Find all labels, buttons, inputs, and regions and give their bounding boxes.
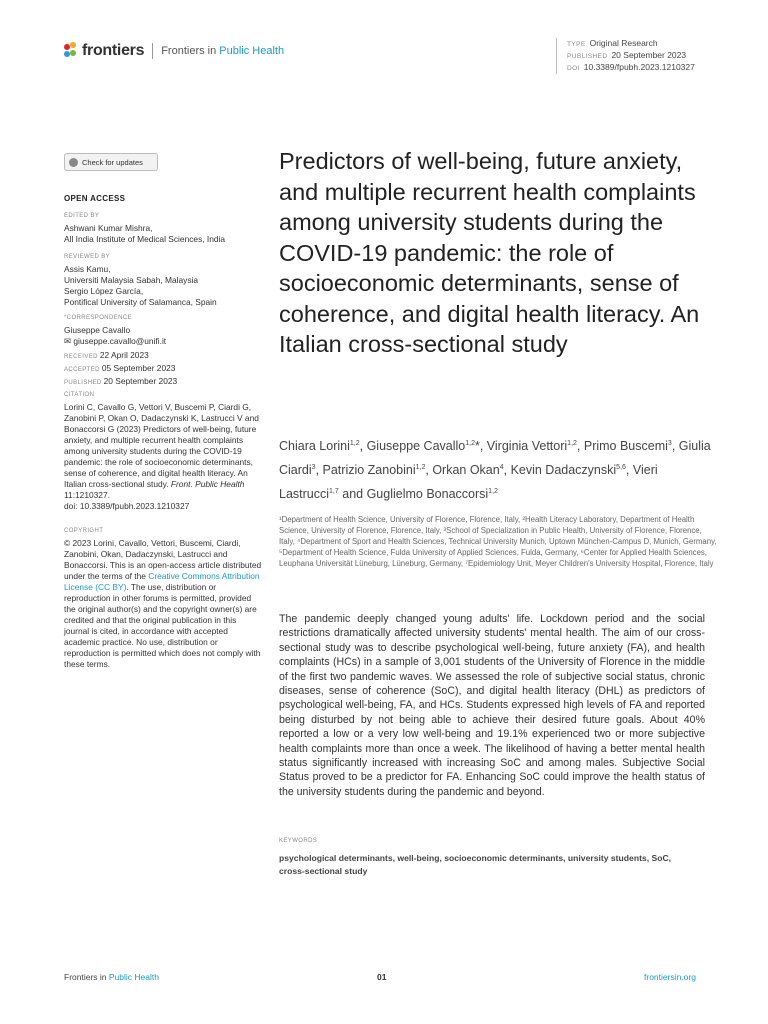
cc-by-license-link[interactable]: Creative Commons Attribution License (CC BY) [64, 571, 260, 592]
published-date: 20 September 2023 [611, 50, 687, 60]
dates: RECEIVED 22 April 2023 ACCEPTED 05 September 2023 PUBLISHED 20 September 2023 [64, 350, 178, 386]
author-list: Chiara Lorini$^{1,2}$, Giuseppe Cavallo$^{1,2}$*, Virginia Vettori$^{1,2}$, Primo Buscemi$^3$, Giulia Ciardi$^3$, Patrizio Zanobini$^{1,2}$, Orkan Okan$^4$, Kevin Dadaczynski$^{5,6}$, Vieri Lastrucci$^{1,7}$ and Guglielmo Bonaccorsi$^{1,2}$ [279, 439, 711, 502]
check-for-updates-button[interactable]: Check for updates [64, 153, 158, 171]
update-icon [69, 158, 78, 167]
author-name[interactable]: Giuseppe Cavallo$^{1,2}$* [366, 439, 480, 454]
article-title: Predictors of well-being, future anxiety, and multiple recurrent health complaints among university students during the COVID-19 pandemic: the role of socioeconomic determinants, sense of coherence, and digital health literacy. An Italian cross-sectional study [279, 148, 700, 357]
keywords: psychological determinants, well-being, socioeconomic determinants, university students, SoC, cross-sectional study [279, 853, 672, 876]
journal-header [64, 42, 284, 60]
author-name[interactable]: Orkan Okan$^4$ [432, 463, 504, 478]
frontiers-logo-icon [64, 42, 78, 60]
author-name[interactable]: Guglielmo Bonaccorsi$^{1,2}$ [366, 487, 498, 502]
doi-link[interactable]: 10.3389/fpubh.2023.1210327 [583, 62, 695, 72]
journal-name[interactable]: Frontiers in Public Health [161, 45, 285, 57]
copyright: COPYRIGHT © 2023 Lorini, Cavallo, Vettori, Buscemi, Ciardi, Zanobini, Okan, Dadaczynski, Lastrucci and Bonaccorsi. This is an open-access article distributed under the terms of the Creative Commons Attribution License (CC BY). The use, distribution or reproduction in other forums is permitted, provided the original author(s) and the copyright owner(s) are credited and that the original publication in this journal is cited, in accordance with accepted academic practice. No use, distribution or reproduction is permitted which does not comply with these terms. [64, 528, 262, 669]
open-access-label: OPEN ACCESS [64, 194, 126, 203]
author-name[interactable]: Patrizio Zanobini$^{1,2}$ [322, 463, 426, 478]
abstract: The pandemic deeply changed young adults' life. Lockdown period and the social restrictions dramatically affected university students' mental health. The aim of our cross-sectional study was to describe psychological well-being, future anxiety (FA), and health complaints (HCs) in a sample of 3,001 students of the University of Florence in the middle of the first two pandemic waves. We assessed the role of subjective social status, chronic diseases, sense of coherence (SoC), and digital health literacy (DHL) as predictors of psychological well-being, FA, and HCs. Students expressed high levels of FA and reported being disturbed by not being able to achieve their desired future goals. About 40% reported a low or a very low well-being and 19.1% experienced two or more subjective health complaints more than once a week. The likelihood of having a better mental health status significantly increased with increasing SoC and among males. Subjective Social Status proved to be a predictor for FA. Enhancing SoC could improve the health status of the university students during the pandemic and beyond. [279, 613, 705, 798]
edited-by: EDITED BY Ashwani Kumar Mishra, All India Institute of Medical Sciences, India [64, 213, 226, 244]
keywords-label: KEYWORDS [279, 838, 318, 844]
page-number: 01 [377, 972, 387, 982]
correspondence: *CORRESPONDENCE Giuseppe Cavallo ✉ giuseppe.cavallo@unifi.it [64, 315, 167, 346]
author-name[interactable]: Primo Buscemi$^3$ [583, 439, 672, 454]
citation-doi[interactable]: doi: 10.3389/fpubh.2023.1210327 [64, 501, 190, 511]
article-meta: TYPE Original Research PUBLISHED 20 September 2023 DOI 10.3389/fpubh.2023.1210327 [556, 38, 695, 74]
footer-journal: Frontiers in Public Health [64, 972, 159, 982]
author-name[interactable]: Kevin Dadaczynski$^{5,6}$ [510, 463, 626, 478]
author-name[interactable]: Giulia Ciardi$^3$ [279, 439, 711, 478]
header-divider [152, 43, 153, 59]
frontiers-logo-text: frontiers [82, 42, 145, 59]
author-name[interactable]: Virginia Vettori$^{1,2}$ [486, 439, 577, 454]
article-type: Original Research [589, 38, 658, 48]
email-icon: ✉ [64, 336, 74, 346]
reviewed-by: REVIEWED BY Assis Kamu, Universiti Malaysia Sabah, Malaysia Sergio López García, Pontifical University of Salamanca, Spain [64, 254, 217, 307]
citation: CITATION Lorini C, Cavallo G, Vettori V, Buscemi P, Ciardi G, Zanobini P, Okan O, Dadaczynski K, Lastrucci V and Bonaccorsi G (2023) Predictors of well-being, future anxiety, and multiple recurrent health complaints among university students during the COVID-19 pandemic: the role of socioeconomic determinants, sense of coherence, and digital health literacy. An Italian cross-sectional study. Front. Public Health 11:1210327. doi: 10.3389/fpubh.2023.1210327 [64, 390, 262, 512]
author-name[interactable]: Chiara Lorini$^{1,2}$ [279, 439, 360, 454]
affiliations: ¹Department of Health Science, University of Florence, Florence, Italy, ²Health Literacy Laboratory, Department of Health Science, University of Florence, Florence, Italy, ³School of Specialization in Public Health, University of Florence, Florence, Italy, ⁴Department of Sport and Health Sciences, Technical University Munich, Uptown München-Campus D, Munich, Germany, ⁵Department of Health Science, Fulda University of Applied Sciences, Fulda, Germany, ⁶Center for Applied Health Sciences, Leuphana Universität Lüneburg, Lüneburg, Germany, ⁷Epidemiology Unit, Meyer Children's University Hospital, Florence, Italy [279, 515, 717, 568]
author-name[interactable]: Vieri Lastrucci$^{1,7}$ [279, 463, 658, 502]
correspondence-email[interactable]: giuseppe.cavallo@unifi.it [73, 336, 167, 346]
footer-site-link[interactable]: frontiersin.org [644, 972, 696, 982]
